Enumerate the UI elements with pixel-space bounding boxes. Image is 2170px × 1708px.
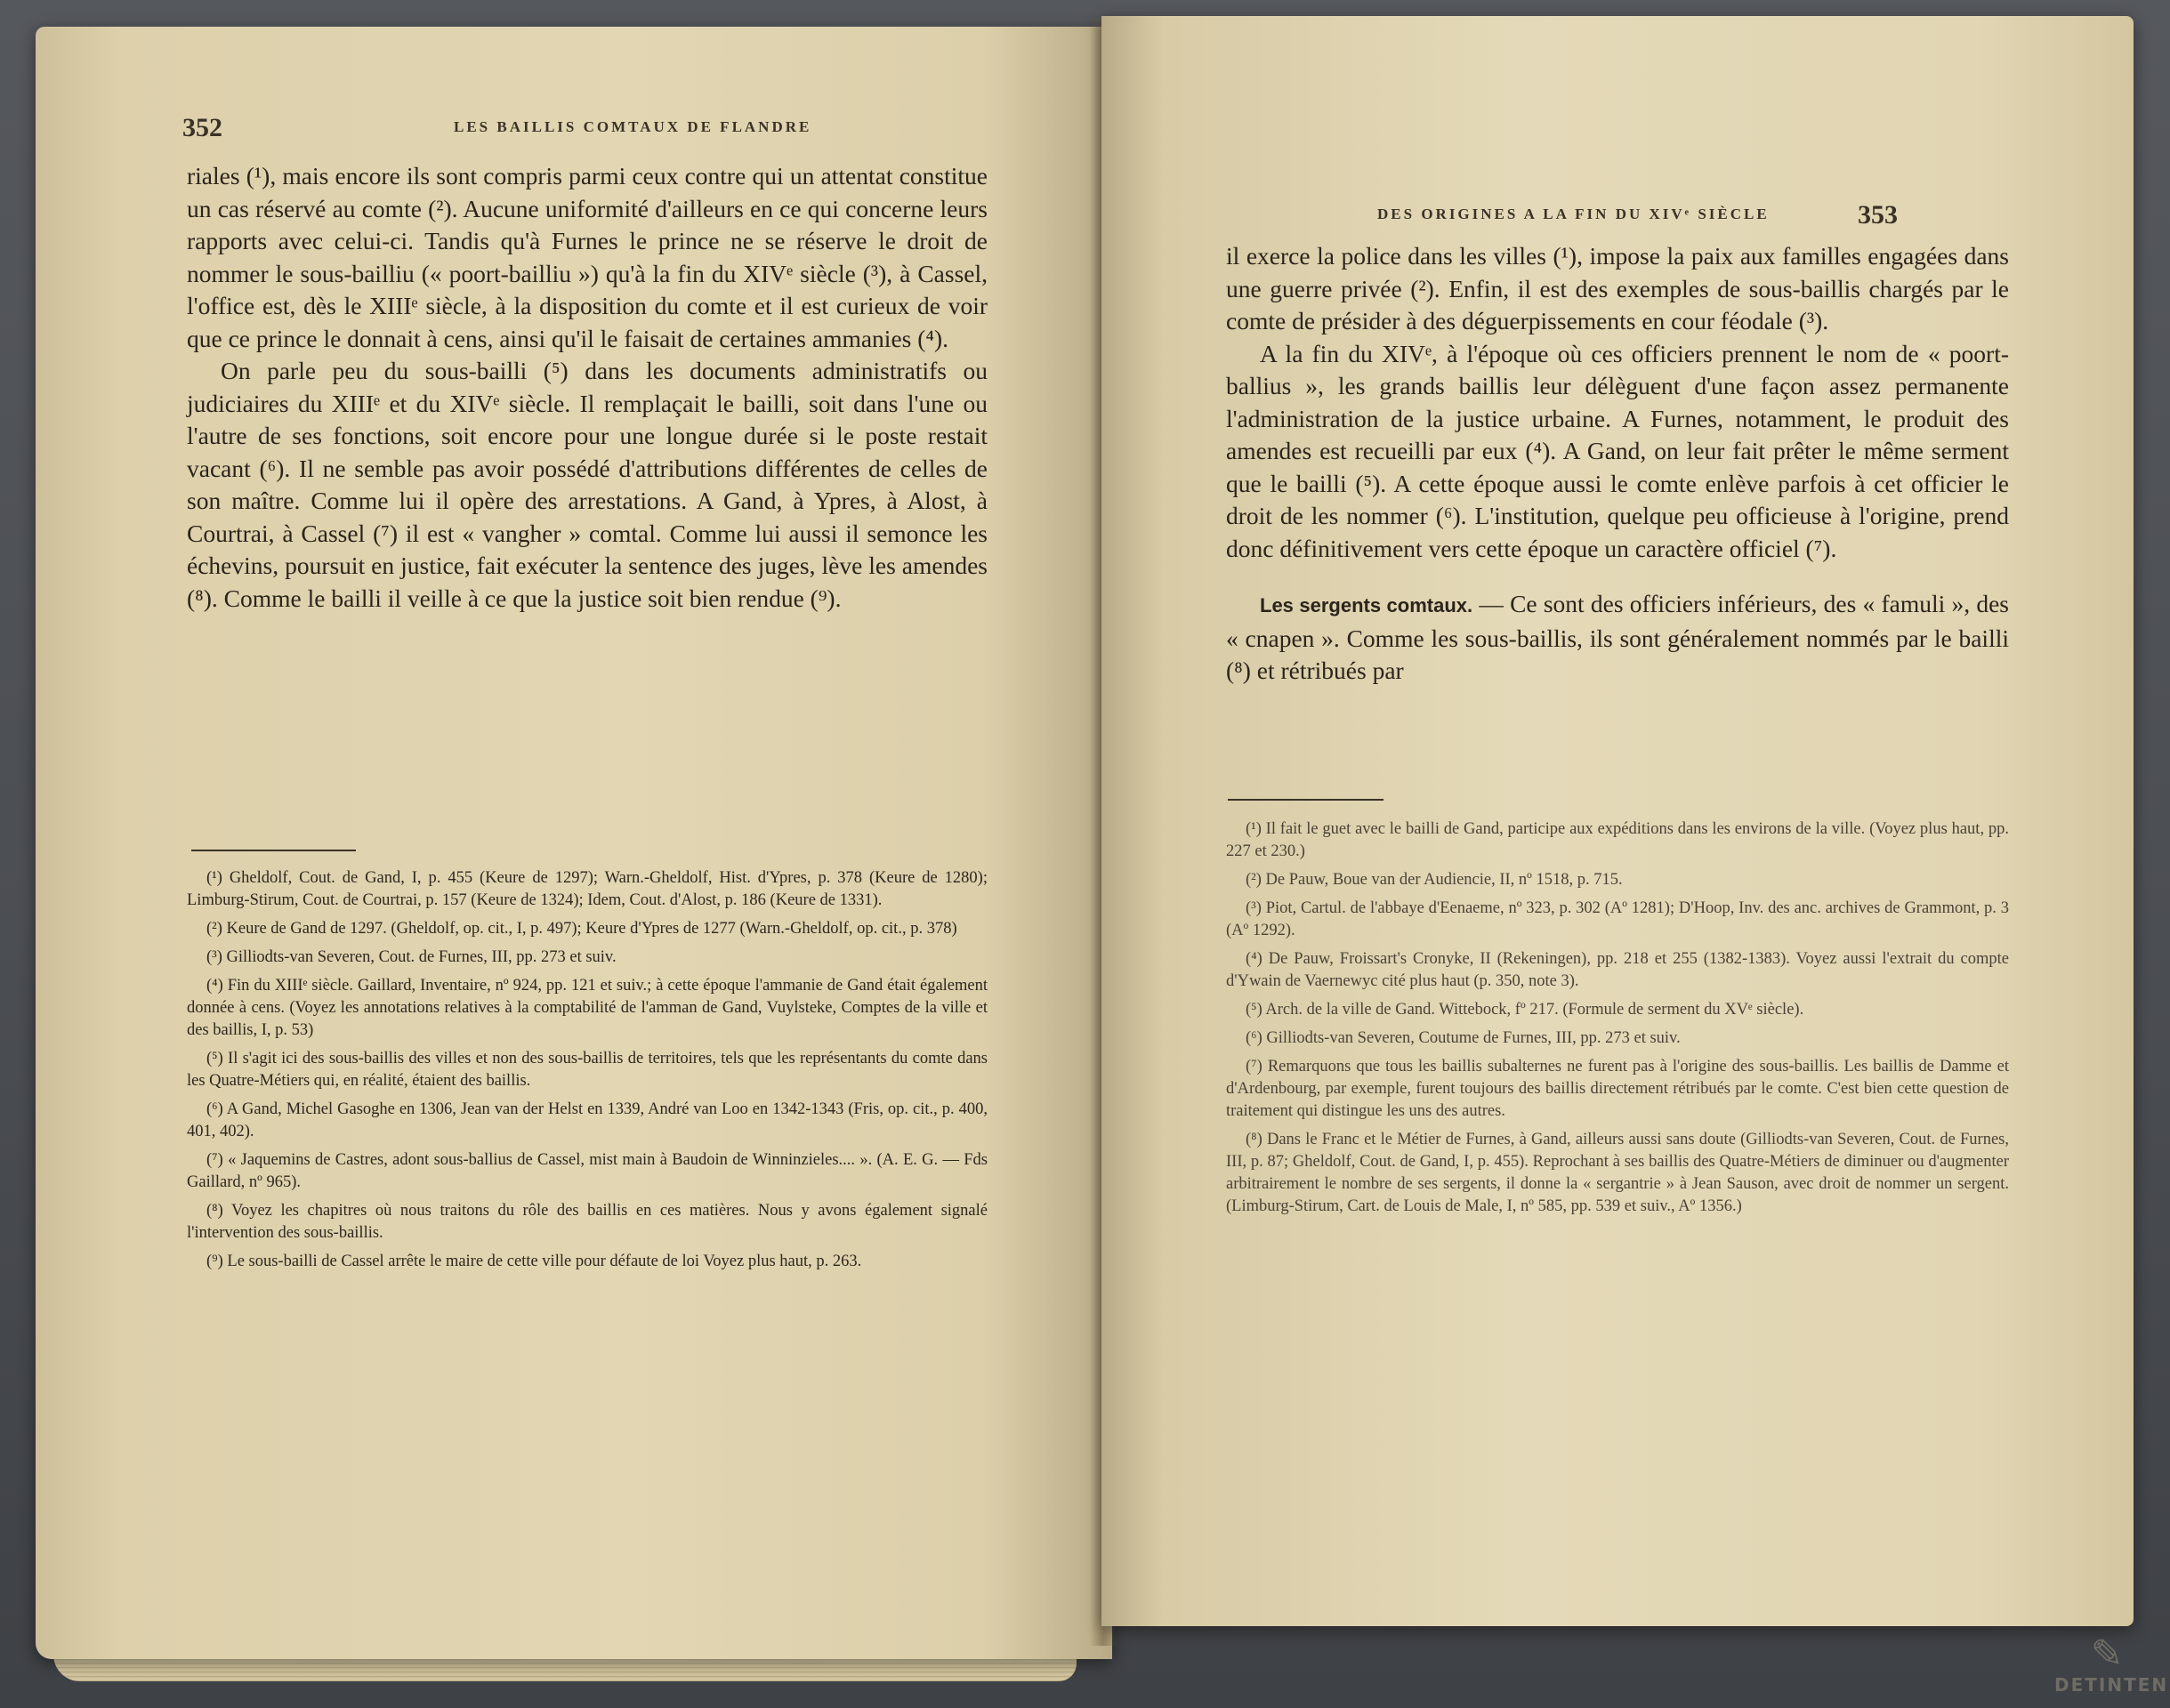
footnote-rule-left [191, 850, 356, 851]
right-footnote: (⁴) De Pauw, Froissart's Cronyke, II (Rekeningen), pp. 218 et 255 (1382-1383). Voyez aussi l'extrait du compte d'Ywain de Vaernewyc cité plus haut (p. 350, note 3). [1226, 950, 2009, 990]
left-footnote: (⁵) Il s'agit ici des sous-baillis des villes et non des sous-baillis de territoires, tels que les représentants du comte dans les Quatre-Métiers qui, en réalité, étaient des baillis. [187, 1050, 988, 1090]
right-paragraph-1: il exerce la police dans les villes (¹), impose la paix aux familles engagées dans une guerre privée (²). Enfin, il est des exemples de sous-baillis chargés par le comte de présider à des déguerpissements en cour féodale (³). [1226, 242, 2009, 334]
left-footnote: (¹) Gheldolf, Cout. de Gand, I, p. 455 (Keure de 1297); Warn.-Gheldolf, Hist. d'Ypres, p. 378 (Keure de 1280); Limburg-Stirum, Cout. de Courtrai, p. 157 (Keure de 1324); Idem, Cout. d'Alost, p. 186 (Keure de 1331). [187, 869, 988, 909]
left-footnotes [187, 867, 988, 1279]
right-footnote: (¹) Il fait le guet avec le bailli de Gand, participe aux expéditions dans les environs de la ville. (Voyez plus haut, pp. 227 et 230.) [1226, 820, 2009, 860]
right-body-text [1226, 240, 2009, 688]
right-footnote: (⁷) Remarquons que tous les baillis subalternes ne furent pas à l'origine des sous-baillis. Les baillis de Damme et d'Ardenbourg, par exemple, furent toujours des baillis directement rétribués par le comte. C'est bien cette question de traitement qui distingue les uns des autres. [1226, 1058, 2009, 1120]
left-footnote: (⁸) Voyez les chapitres où nous traitons du rôle des baillis en ces matières. Nous y avons également signalé l'intervention des sous-baillis. [187, 1202, 988, 1242]
right-footnote: (²) De Pauw, Boue van der Audiencie, II, nº 1518, p. 715. [1246, 871, 1623, 889]
page-number-right: 353 [1858, 200, 1898, 230]
watermark-icon: ✎ [2090, 1631, 2126, 1677]
left-paragraph-1: riales (¹), mais encore ils sont compris parmi ceux contre qui un attentat constitue un cas réservé au comte (²). Aucune uniformité d'ailleurs en ce qui concerne leurs rapports avec celui-ci. Tandis qu'à Furnes le prince ne se réserve le droit de nommer le sous-bailliu (« poort-bailliu ») qu'à la fin du XIVᵉ siècle (³), à Cassel, l'office est, dès le XIIIᵉ siècle, à la disposition du comte et il est curieux de voir que ce prince le donnait à cens, ainsi qu'il le faisait de certaines ammanies (⁴). [187, 162, 988, 352]
watermark-text: DETINTEN [2054, 1674, 2169, 1696]
right-section [1226, 588, 2009, 688]
running-head-left: LES BAILLIS COMTAUX DE FLANDRE [454, 118, 812, 135]
right-paragraph-2: A la fin du XIVᵉ, à l'époque où ces officiers prennent le nom de « poort-ballius », les grands baillis leur délèguent d'une façon assez permanente l'administration de la justice urbaine. A Furnes, notamment, le produit des amendes est recueilli par eux (⁴). A Gand, on leur fait prêter le même serment que le bailli (⁵). A cette époque aussi le comte enlève parfois à cet officier le droit de les nommer (⁶). L'institution, quelque peu officieuse à l'origine, prend donc définitivement vers cette époque un caractère officiel (⁷). [1226, 339, 2009, 562]
right-footnote: (⁸) Dans le Franc et le Métier de Furnes, à Gand, ailleurs aussi sans doute (Gilliodts-van Severen, Cout. de Furnes, III, p. 87; Gheldolf, Cout. de Gand, I, p. 455). Reprochant à ses baillis des Quatre-Métiers de diminuer ou d'augmenter arbitrairement le nombre de ses sergents, il donne la « sergantrie » à Jean Sauson, avec droit de nommer un sergent. (Limburg-Stirum, Cart. de Louis de Male, I, nº 585, pp. 539 et suiv., Aº 1356.) [1226, 1131, 2009, 1215]
right-footnote: (³) Piot, Cartul. de l'abbaye d'Eenaeme, nº 323, p. 302 (Aº 1281); D'Hoop, Inv. des anc. archives de Grammont, p. 3 (Aº 1292). [1226, 899, 2009, 939]
right-page [1101, 16, 2134, 1626]
left-body-text [187, 160, 988, 615]
left-footnote: (⁶) A Gand, Michel Gasoghe en 1306, Jean van der Helst en 1339, André van Loo en 1342-1343 (Fris, op. cit., p. 400, 401, 402). [187, 1100, 988, 1140]
left-footnote: (²) Keure de Gand de 1297. (Gheldolf, op. cit., I, p. 497); Keure d'Ypres de 1277 (Warn.-Gheldolf, op. cit., p. 378) [206, 920, 957, 938]
section-heading: Les sergents comtaux. [1260, 594, 1473, 616]
page-number-left: 352 [182, 113, 222, 142]
watermark-logo [2054, 1631, 2169, 1696]
right-footnote: (⁶) Gilliodts-van Severen, Coutume de Furnes, III, pp. 273 et suiv. [1246, 1029, 1681, 1047]
footnote-rule-right [1228, 799, 1383, 801]
left-paragraph-2: On parle peu du sous-bailli (⁵) dans les documents administratifs ou judiciaires du XIIIᵉ et du XIVᵉ siècle. Il remplaçait le bailli, soit dans l'une ou l'autre de ses fonctions, soit encore pour une longue durée si le poste restait vacant (⁶). Il ne semble pas avoir possédé d'attributions différentes de celles de son maître. Comme lui il opère des arrestations. A Gand, à Ypres, à Alost, à Courtrai, à Cassel (⁷) il est « vangher » comtal. Comme lui aussi il semonce les échevins, poursuit en justice, fait exécuter la sentence des juges, lève les amendes (⁸). Comme le bailli il veille à ce que la justice soit bien rendue (⁹). [187, 357, 988, 612]
running-head-right: DES ORIGINES A LA FIN DU XIVᵉ SIÈCLE [1377, 205, 1770, 222]
right-footnotes [1226, 818, 2009, 1224]
left-footnote: (⁴) Fin du XIIIᵉ siècle. Gaillard, Inventaire, nº 924, pp. 121 et suiv.; à cette époque l'ammanie de Gand était également donnée à cens. (Voyez les annotations relatives à la comptabilité de l'amman de Gand, Vuylsteke, Comptes de la ville et des baillis, I, p. 53) [187, 977, 988, 1039]
section-text: — Ce sont des officiers inférieurs, des « famuli », des « cnapen ». Comme les sous-baillis, ils sont généralement nommés par le bailli (⁸) et rétribués par [1226, 590, 2009, 684]
left-footnote: (³) Gilliodts-van Severen, Cout. de Furnes, III, pp. 273 et suiv. [206, 948, 617, 966]
left-footnote: (⁹) Le sous-bailli de Cassel arrête le maire de cette ville pour défaute de loi Voyez plus haut, p. 263. [206, 1253, 862, 1270]
left-footnote: (⁷) « Jaquemins de Castres, adont sous-ballius de Cassel, mist main à Baudoin de Winninzieles.... ». (A. E. G. — Fds Gaillard, nº 965). [187, 1151, 988, 1191]
right-footnote: (⁵) Arch. de la ville de Gand. Wittebock, fº 217. (Formule de serment du XVᵉ siècle). [1246, 1001, 1804, 1019]
left-page [36, 27, 1112, 1659]
